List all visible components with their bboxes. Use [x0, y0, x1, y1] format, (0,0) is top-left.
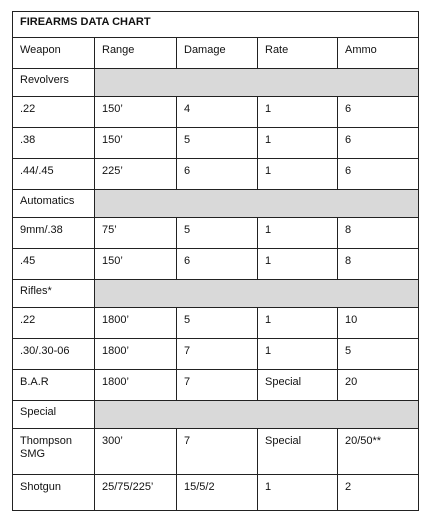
group-row-revolvers: [13, 69, 419, 97]
rate-cell: 1: [258, 159, 338, 190]
rate-cell: 1: [258, 339, 338, 370]
title-row: [13, 12, 419, 38]
weapon-cell: .44/.45: [13, 159, 95, 190]
weapon-cell: .45: [13, 249, 95, 280]
column-header-damage: Damage: [177, 38, 258, 69]
group-label: Special: [13, 401, 95, 429]
group-row-rifles: [13, 280, 419, 308]
header-row: [13, 38, 419, 69]
weapon-cell: Shotgun: [13, 475, 95, 511]
ammo-cell: 20: [338, 370, 419, 401]
table-row: [13, 249, 419, 280]
weapon-cell: Thompson SMG: [13, 429, 95, 475]
group-row-automatics: [13, 190, 419, 218]
firearms-data-chart: [12, 11, 419, 511]
rate-cell: Special: [258, 429, 338, 475]
damage-cell: 6: [177, 159, 258, 190]
ammo-cell: 5: [338, 339, 419, 370]
range-cell: 225’: [95, 159, 177, 190]
group-label: Revolvers: [13, 69, 95, 97]
range-cell: 150’: [95, 128, 177, 159]
weapon-cell: .38: [13, 128, 95, 159]
column-header-weapon: Weapon: [13, 38, 95, 69]
ammo-cell: 6: [338, 128, 419, 159]
rate-cell: 1: [258, 218, 338, 249]
ammo-cell: 6: [338, 97, 419, 128]
range-cell: 1800’: [95, 308, 177, 339]
column-header-rate: Rate: [258, 38, 338, 69]
rate-cell: 1: [258, 249, 338, 280]
range-cell: 1800’: [95, 339, 177, 370]
ammo-cell: 20/50**: [338, 429, 419, 475]
weapon-cell: .22: [13, 308, 95, 339]
rate-cell: 1: [258, 97, 338, 128]
column-header-range: Range: [95, 38, 177, 69]
weapon-cell: .22: [13, 97, 95, 128]
group-shade: [95, 280, 419, 308]
range-cell: 75’: [95, 218, 177, 249]
ammo-cell: 6: [338, 159, 419, 190]
damage-cell: 4: [177, 97, 258, 128]
table-row: [13, 218, 419, 249]
damage-cell: 6: [177, 249, 258, 280]
range-cell: 25/75/225’: [95, 475, 177, 511]
damage-cell: 15/5/2: [177, 475, 258, 511]
chart-title: FIREARMS DATA CHART: [13, 12, 419, 38]
group-row-special: [13, 401, 419, 429]
table-row: [13, 339, 419, 370]
range-cell: 1800’: [95, 370, 177, 401]
damage-cell: 7: [177, 429, 258, 475]
table-row: [13, 429, 419, 475]
group-label: Rifles*: [13, 280, 95, 308]
weapon-cell: 9mm/.38: [13, 218, 95, 249]
ammo-cell: 2: [338, 475, 419, 511]
table-row: [13, 475, 419, 511]
table-row: [13, 370, 419, 401]
chart-body: [13, 12, 419, 511]
weapon-cell: .30/.30-06: [13, 339, 95, 370]
group-shade: [95, 401, 419, 429]
damage-cell: 7: [177, 339, 258, 370]
range-cell: 300’: [95, 429, 177, 475]
group-shade: [95, 190, 419, 218]
table-row: [13, 97, 419, 128]
damage-cell: 5: [177, 308, 258, 339]
range-cell: 150’: [95, 249, 177, 280]
table-row: [13, 128, 419, 159]
rate-cell: 1: [258, 475, 338, 511]
damage-cell: 5: [177, 128, 258, 159]
damage-cell: 5: [177, 218, 258, 249]
range-cell: 150’: [95, 97, 177, 128]
table-row: [13, 308, 419, 339]
rate-cell: 1: [258, 128, 338, 159]
rate-cell: 1: [258, 308, 338, 339]
weapon-cell: B.A.R: [13, 370, 95, 401]
group-shade: [95, 69, 419, 97]
ammo-cell: 8: [338, 249, 419, 280]
ammo-cell: 10: [338, 308, 419, 339]
rate-cell: Special: [258, 370, 338, 401]
group-label: Automatics: [13, 190, 95, 218]
column-header-ammo: Ammo: [338, 38, 419, 69]
damage-cell: 7: [177, 370, 258, 401]
ammo-cell: 8: [338, 218, 419, 249]
table-row: [13, 159, 419, 190]
